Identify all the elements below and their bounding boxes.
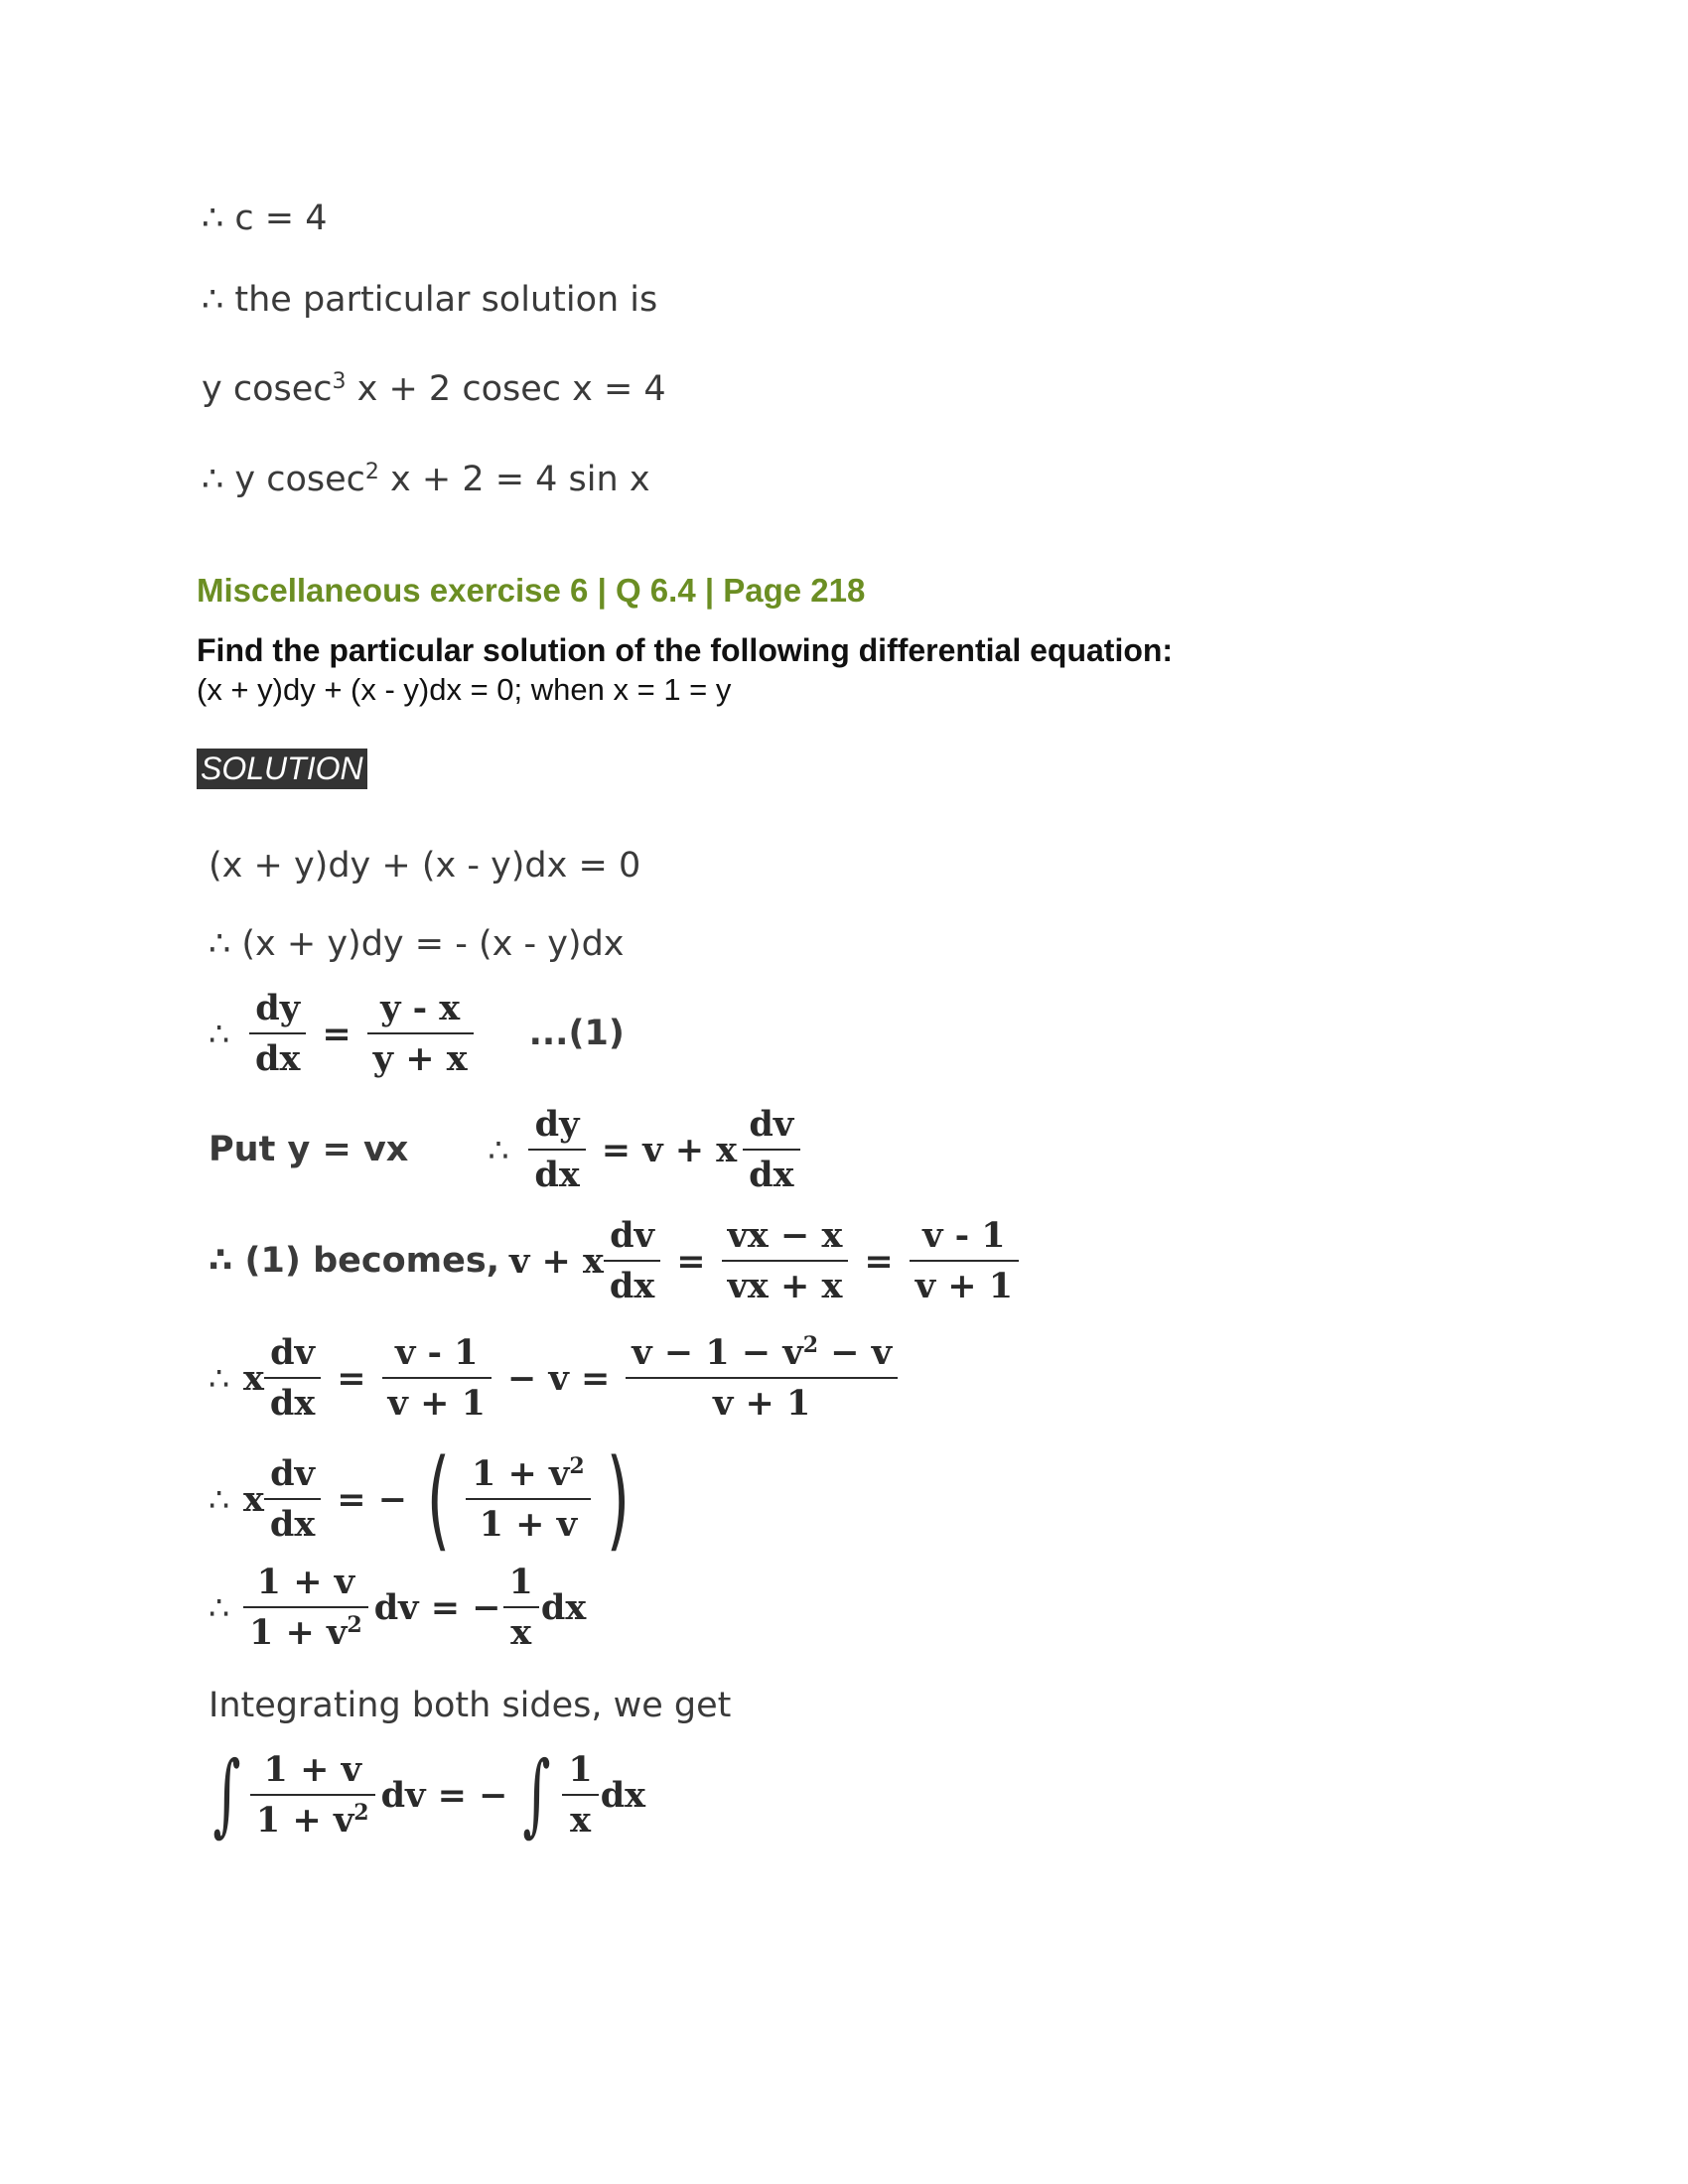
step-3 xyxy=(209,988,625,1079)
therefore-symbol: ∴ xyxy=(209,1358,229,1398)
fraction-rhs xyxy=(466,1453,591,1545)
differential-dx: dx xyxy=(540,1586,587,1628)
question-heading[interactable]: Miscellaneous exercise 6 | Q 6.4 | Page 218 xyxy=(197,572,866,609)
equals-sign: = xyxy=(864,1240,894,1282)
numerator: 1 xyxy=(562,1749,598,1796)
right-paren: ) xyxy=(606,1435,630,1563)
question-prompt: Find the particular solution of the following differential equation: xyxy=(197,632,1174,668)
becomes-label: ∴ (1) becomes, xyxy=(209,1241,499,1281)
fraction-dv-dx xyxy=(743,1104,799,1195)
numerator: 1 + v xyxy=(243,1562,368,1608)
fraction-dv-dx xyxy=(264,1453,321,1545)
fraction-lhs xyxy=(250,1749,375,1841)
denominator xyxy=(243,1608,368,1653)
numerator xyxy=(466,1453,591,1500)
numerator: dy xyxy=(528,1104,585,1151)
solution-line-2-exp: 2 xyxy=(364,460,379,484)
fraction-dv-dx xyxy=(264,1332,321,1424)
numerator: dv xyxy=(264,1332,321,1379)
denominator: v + 1 xyxy=(914,1266,1014,1306)
equals-minus: = − xyxy=(337,1478,408,1520)
numerator-a: v − 1 − v xyxy=(632,1332,803,1373)
fraction-rhs xyxy=(367,988,474,1079)
fraction-rhs xyxy=(626,1332,898,1424)
denominator: dx xyxy=(255,1038,301,1079)
equals-sign: = xyxy=(676,1240,706,1282)
exponent: 2 xyxy=(353,1800,369,1826)
step-5 xyxy=(209,1215,1025,1306)
denominator: dx xyxy=(269,1383,316,1424)
fraction-one-over-x xyxy=(562,1749,598,1841)
x-term: x xyxy=(243,1478,264,1520)
denominator-a: 1 + v xyxy=(255,1800,354,1841)
numerator: vx − x xyxy=(722,1215,849,1262)
solution-line-2-b: x + 2 = 4 sin x xyxy=(378,460,650,499)
fraction-lhs xyxy=(243,1562,368,1653)
therefore-symbol: ∴ xyxy=(209,1479,229,1519)
solution-badge: SOLUTION xyxy=(197,749,367,789)
numerator-b: − v xyxy=(818,1332,893,1373)
denominator: 1 + v xyxy=(479,1504,578,1545)
lhs-expression: v + x xyxy=(509,1240,604,1282)
integral-sign: ∫ xyxy=(522,1742,551,1846)
denominator xyxy=(250,1796,375,1841)
fraction-rhs xyxy=(910,1215,1019,1306)
differential-dx: dx xyxy=(600,1774,646,1816)
fraction-middle xyxy=(382,1332,492,1424)
solution-line-1-b: x + 2 cosec x = 4 xyxy=(346,369,666,409)
x-term: x xyxy=(243,1357,264,1399)
denominator: vx + x xyxy=(727,1266,843,1306)
equals-sign: = xyxy=(322,1013,352,1054)
exponent: 2 xyxy=(802,1332,819,1358)
step-9: Integrating both sides, we get xyxy=(209,1686,732,1725)
denominator: dx xyxy=(534,1155,580,1195)
denominator: v + 1 xyxy=(387,1383,486,1424)
denominator: v + 1 xyxy=(712,1383,811,1424)
fraction-one-over-x xyxy=(503,1562,539,1653)
question-equation: (x + y)dy + (x - y)dx = 0; when x = 1 = y xyxy=(197,672,732,707)
substitution-text: Put y = vx xyxy=(209,1130,409,1169)
integral-sign: ∫ xyxy=(212,1742,241,1846)
particular-solution-intro: ∴ the particular solution is xyxy=(202,280,658,320)
expression-middle: − v = xyxy=(506,1357,611,1399)
denominator-a: 1 + v xyxy=(249,1612,348,1653)
solution-line-1 xyxy=(202,369,666,409)
numerator-a: 1 + v xyxy=(471,1453,570,1494)
numerator xyxy=(626,1332,898,1379)
expression-middle: dv = − xyxy=(380,1774,508,1816)
numerator: 1 + v xyxy=(250,1749,375,1796)
left-paren: ( xyxy=(426,1435,451,1563)
step-6 xyxy=(209,1332,904,1424)
fraction-dy-dx xyxy=(249,988,306,1079)
equals-sign: = xyxy=(337,1357,366,1399)
c-value-line: ∴ c = 4 xyxy=(202,199,328,238)
solution-line-2-a: ∴ y cosec xyxy=(202,460,365,499)
solution-line-1-a: y cosec xyxy=(202,369,333,409)
step-10 xyxy=(204,1742,646,1846)
fraction-middle xyxy=(722,1215,849,1306)
numerator: dv xyxy=(743,1104,799,1151)
denominator: dx xyxy=(269,1504,316,1545)
step-4 xyxy=(209,1104,806,1195)
exponent: 2 xyxy=(569,1453,585,1479)
expression-middle: = v + x xyxy=(601,1129,738,1170)
denominator: x xyxy=(510,1612,532,1653)
therefore-symbol: ∴ xyxy=(209,1014,229,1053)
equation-tag: ...(1) xyxy=(528,1014,625,1053)
step-7 xyxy=(209,1435,639,1563)
solution-line-2 xyxy=(202,460,650,499)
expression-middle: dv = − xyxy=(373,1586,501,1628)
numerator: y - x xyxy=(367,988,474,1034)
numerator: dy xyxy=(249,988,306,1034)
numerator: 1 xyxy=(503,1562,539,1608)
exponent: 2 xyxy=(347,1612,362,1638)
step-1: (x + y)dy + (x - y)dx = 0 xyxy=(209,846,641,886)
therefore-symbol: ∴ xyxy=(209,1587,229,1627)
fraction-dv-dx xyxy=(604,1215,660,1306)
numerator: dv xyxy=(264,1453,321,1500)
solution-line-1-exp: 3 xyxy=(332,369,347,394)
denominator: dx xyxy=(749,1155,794,1195)
therefore-symbol: ∴ xyxy=(488,1130,509,1169)
step-2: ∴ (x + y)dy = - (x - y)dx xyxy=(209,924,625,964)
numerator: v - 1 xyxy=(382,1332,492,1379)
numerator: dv xyxy=(604,1215,660,1262)
denominator: y + x xyxy=(372,1038,468,1079)
step-8 xyxy=(209,1562,586,1653)
numerator: v - 1 xyxy=(910,1215,1019,1262)
denominator: x xyxy=(570,1800,591,1841)
denominator: dx xyxy=(609,1266,655,1306)
fraction-dy-dx xyxy=(528,1104,585,1195)
